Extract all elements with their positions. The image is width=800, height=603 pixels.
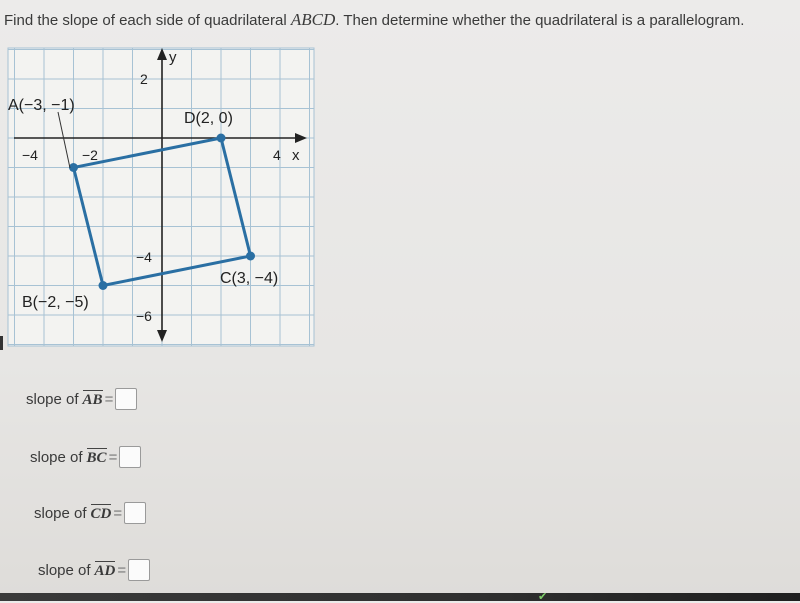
slope-label: slope of [30, 448, 83, 466]
slope-row-bc [30, 446, 141, 468]
vertex-point-c [246, 252, 255, 261]
check-icon[interactable]: ✔ [538, 591, 548, 603]
slope-ad-input[interactable] [128, 559, 150, 581]
slope-row-cd [34, 502, 146, 524]
tick-label-x-4: 4 [273, 147, 281, 163]
equals-sign: = [104, 390, 114, 408]
x-axis-label: x [292, 147, 300, 164]
slope-bc-input[interactable] [119, 446, 141, 468]
coordinate-graph [0, 40, 330, 360]
segment-bc: BC [86, 449, 107, 466]
question-prefix: Find the slope of each side of quadrilateral [4, 12, 291, 29]
question-suffix: . Then determine whether the quadrilateral is a parallelogram. [335, 12, 745, 29]
point-label-b: B(−2, −5) [22, 294, 89, 311]
slope-label: slope of [34, 504, 87, 522]
slope-label: slope of [38, 561, 91, 579]
vertex-point-d [217, 134, 226, 143]
equals-sign: = [113, 504, 123, 522]
slope-cd-input[interactable] [124, 502, 146, 524]
left-edge-marker [0, 336, 3, 350]
equals-sign: = [108, 448, 118, 466]
tick-label-x-neg2: −2 [82, 147, 98, 163]
point-label-a: A(−3, −1) [8, 97, 75, 114]
segment-ad: AD [94, 562, 116, 579]
segment-cd: CD [90, 505, 112, 522]
slope-row-ad [38, 559, 150, 581]
tick-label-y-neg6: −6 [136, 308, 152, 324]
tick-label-y-2: 2 [140, 71, 148, 87]
question-text [4, 10, 800, 30]
point-label-c: C(3, −4) [220, 270, 279, 287]
segment-ab: AB [82, 391, 103, 408]
y-axis-label: y [169, 49, 177, 66]
tick-label-x-neg4: −4 [22, 147, 38, 163]
bottom-toolbar [0, 593, 800, 601]
slope-row-ab [26, 388, 137, 410]
point-label-d: D(2, 0) [184, 110, 233, 127]
slope-ab-input[interactable] [115, 388, 137, 410]
vertex-point-b [99, 281, 108, 290]
slope-label: slope of [26, 390, 79, 408]
equals-sign: = [117, 561, 127, 579]
tick-label-y-neg4: −4 [136, 249, 152, 265]
quadrilateral-name: ABCD [290, 10, 336, 29]
